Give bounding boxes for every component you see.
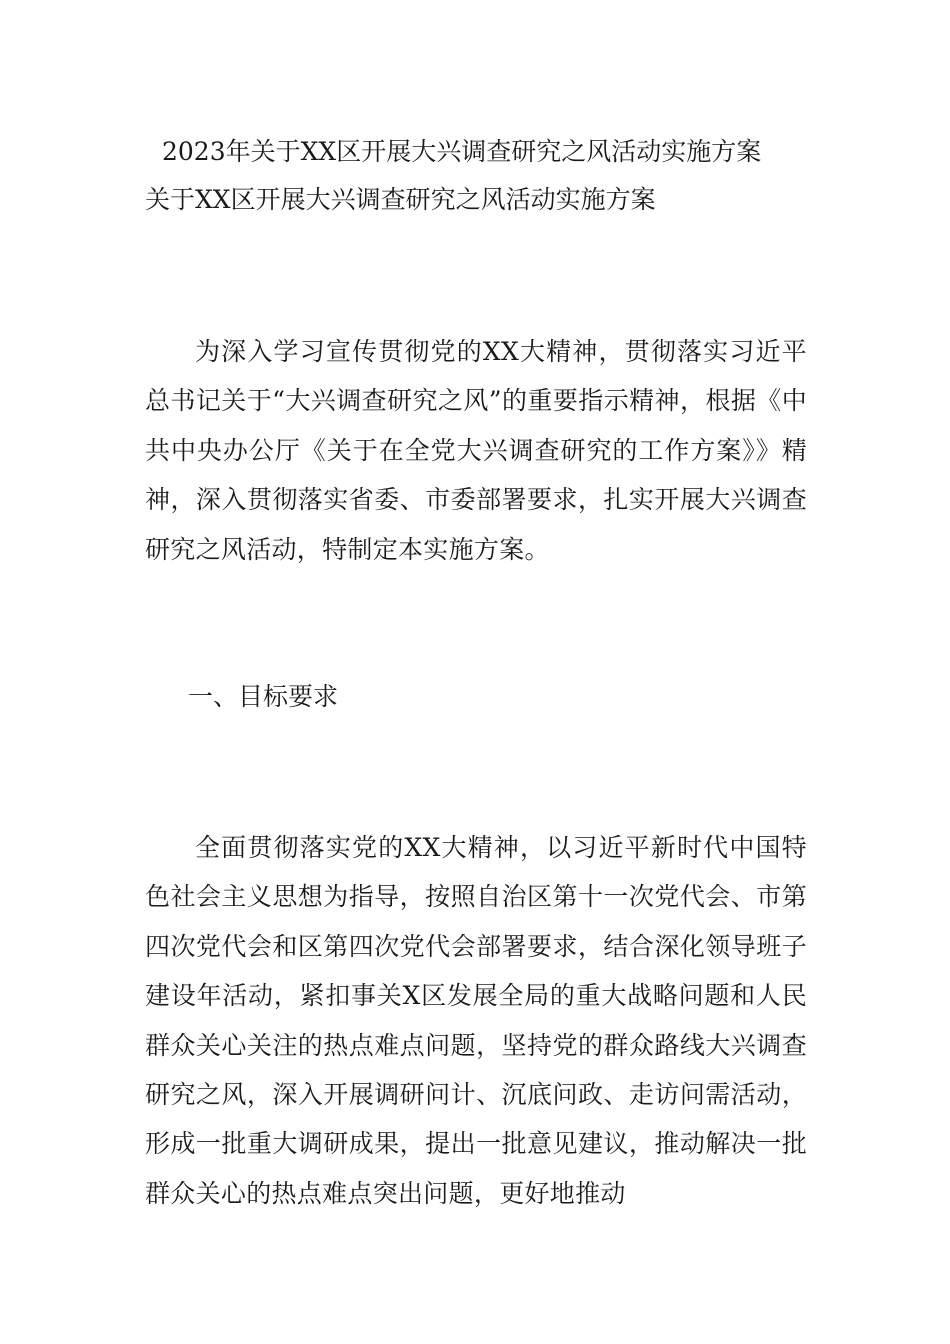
document-title: 2023年关于XX区开展大兴调查研究之风活动实施方案 — [162, 137, 762, 166]
document-subtitle: 关于XX区开展大兴调查研究之风活动实施方案 — [145, 185, 656, 214]
section-heading-goals: 一、目标要求 — [188, 682, 339, 711]
section-body-goals: 全面贯彻落实党的XX大精神，以习近平新时代中国特色社会主义思想为指导，按照自治区第十一次党代会、市第四次党代会和区第四次党代会部署要求，结合深化领导班子建设年活动，紧扣事关X区发展全局的重大战略问题和人民群众关心关注的热点难点问题，坚持党的群众路线大兴调查研究之风，深入开展调研问计、沉底问政、走访问需活动，形成一批重大调研成果，提出一批意见建议，推动解决一批群众关心的热点难点突出问题，更好地推动 — [145, 833, 807, 1208]
intro-paragraph: 为深入学习宣传贯彻党的XX大精神，贯彻落实习近平总书记关于“大兴调查研究之风”的重要指示精神，根据《中共中央办公厅《关于在全党大兴调查研究的工作方案》》精神，深入贯彻落实省委、市委部署要求，扎实开展大兴调查研究之风活动，特制定本实施方案。 — [145, 337, 807, 564]
